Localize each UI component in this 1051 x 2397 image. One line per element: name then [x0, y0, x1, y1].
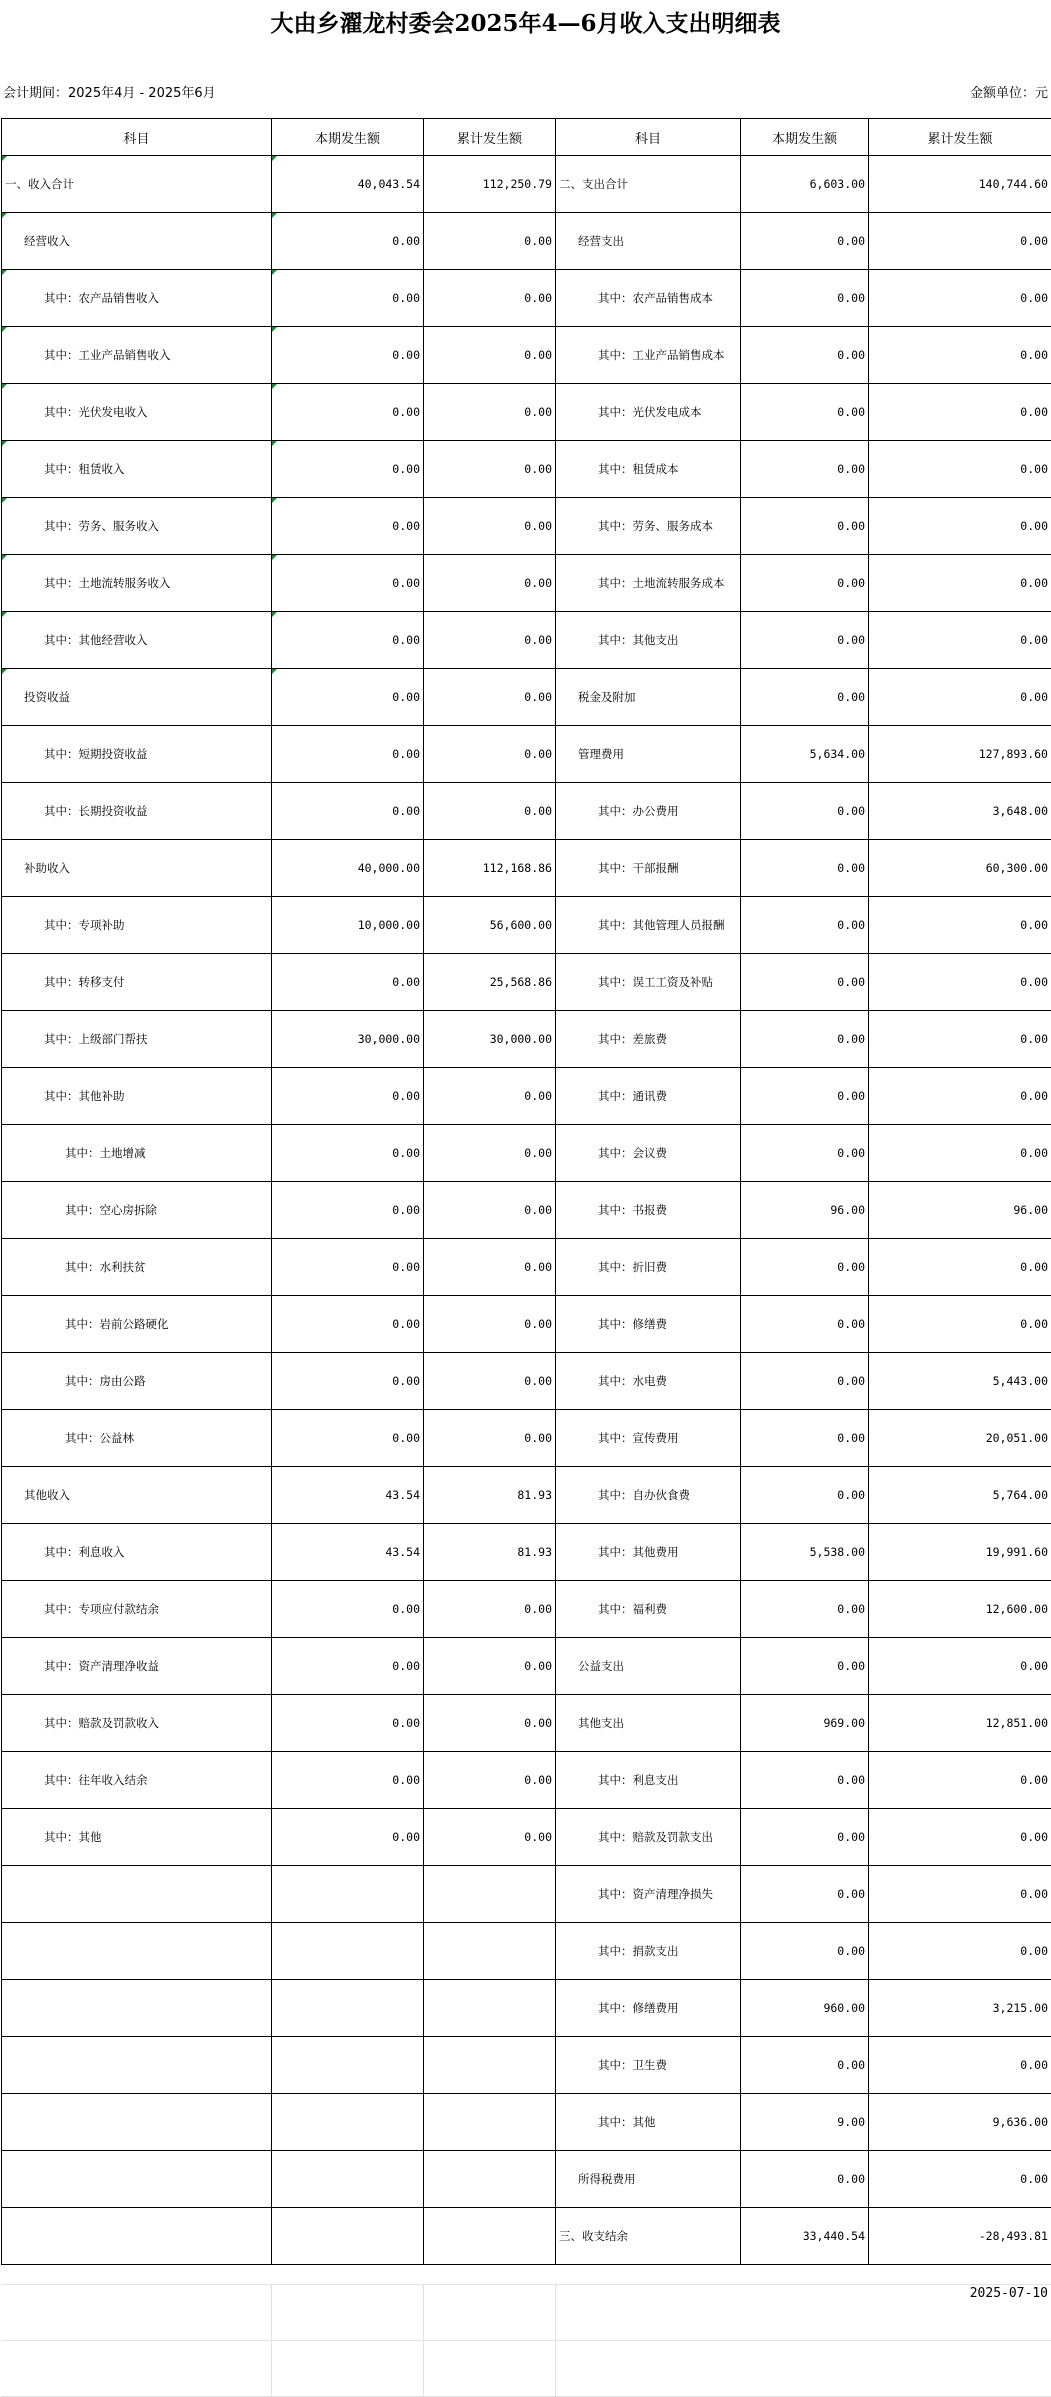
income-cumulative-cell: 0.00 [424, 1182, 556, 1239]
income-item-cell: 其中：农产品销售收入 [2, 270, 272, 327]
table-row [2, 726, 1051, 783]
income-item-cell: 其中：往年收入结余 [2, 1752, 272, 1809]
table-row [2, 1011, 1051, 1068]
expense-current-cell: 0.00 [741, 327, 869, 384]
expense-item-cell: 经营支出 [556, 213, 741, 270]
table-row [2, 1296, 1051, 1353]
expense-current-cell: 5,538.00 [741, 1524, 869, 1581]
expense-current-cell: 0.00 [741, 840, 869, 897]
income-current-cell [272, 2208, 424, 2265]
table-row [2, 1182, 1051, 1239]
income-cumulative-cell [424, 2094, 556, 2151]
table-row [2, 840, 1051, 897]
expense-cumulative-cell: 127,893.60 [869, 726, 1051, 783]
expense-item-cell: 其中：误工工资及补贴 [556, 954, 741, 1011]
income-cumulative-cell [424, 1866, 556, 1923]
income-current-cell: 0.00 [272, 1581, 424, 1638]
income-current-cell: 0.00 [272, 384, 424, 441]
income-item-cell [2, 1866, 272, 1923]
table-row [2, 1581, 1051, 1638]
header-expense-item: 科目 [556, 119, 741, 156]
table-row [2, 1752, 1051, 1809]
income-item-cell: 其中：土地增减 [2, 1125, 272, 1182]
expense-cumulative-cell: 140,744.60 [869, 156, 1051, 213]
income-cumulative-cell: 0.00 [424, 1296, 556, 1353]
income-current-cell [272, 1980, 424, 2037]
expense-current-cell: 0.00 [741, 384, 869, 441]
income-current-cell: 40,000.00 [272, 840, 424, 897]
expense-cumulative-cell: 0.00 [869, 1866, 1051, 1923]
income-current-cell: 0.00 [272, 498, 424, 555]
income-cumulative-cell [424, 2037, 556, 2094]
table-row [2, 897, 1051, 954]
table-row [2, 1638, 1051, 1695]
expense-cumulative-cell: 20,051.00 [869, 1410, 1051, 1467]
expense-item-cell: 其中：劳务、服务成本 [556, 498, 741, 555]
income-item-cell: 其中：长期投资收益 [2, 783, 272, 840]
table-row [2, 156, 1051, 213]
report-title: 大由乡濯龙村委会2025年4—6月收入支出明细表 [270, 10, 781, 37]
table-header-row [2, 119, 1051, 156]
income-item-cell: 其中：其他经营收入 [2, 612, 272, 669]
expense-cumulative-cell: 0.00 [869, 1296, 1051, 1353]
income-cumulative-cell: 0.00 [424, 270, 556, 327]
income-item-cell: 其中：光伏发电收入 [2, 384, 272, 441]
table-row [2, 2151, 1051, 2208]
expense-current-cell: 0.00 [741, 669, 869, 726]
footer-gridline [271, 2284, 272, 2397]
income-cumulative-cell: 0.00 [424, 498, 556, 555]
expense-current-cell: 0.00 [741, 1638, 869, 1695]
income-item-cell: 其中：房由公路 [2, 1353, 272, 1410]
expense-cumulative-cell: 0.00 [869, 1809, 1051, 1866]
table-row [2, 612, 1051, 669]
expense-current-cell: 0.00 [741, 1353, 869, 1410]
income-cumulative-cell: 0.00 [424, 441, 556, 498]
income-current-cell [272, 2037, 424, 2094]
table-row [2, 1923, 1051, 1980]
table-row [2, 2037, 1051, 2094]
footer-gridline [1, 2340, 1051, 2341]
income-item-cell: 其中：资产清理净收益 [2, 1638, 272, 1695]
expense-item-cell: 其中：修缮费 [556, 1296, 741, 1353]
income-item-cell [2, 1980, 272, 2037]
income-item-cell [2, 2037, 272, 2094]
expense-current-cell: 0.00 [741, 1467, 869, 1524]
expense-cumulative-cell: 3,215.00 [869, 1980, 1051, 2037]
expense-item-cell: 其他支出 [556, 1695, 741, 1752]
expense-current-cell: 0.00 [741, 1923, 869, 1980]
table-row [2, 270, 1051, 327]
expense-cumulative-cell: 0.00 [869, 213, 1051, 270]
footer-gridline [555, 2284, 556, 2397]
income-current-cell: 0.00 [272, 1638, 424, 1695]
table-row [2, 1239, 1051, 1296]
expense-current-cell: 0.00 [741, 1752, 869, 1809]
income-item-cell: 其中：转移支付 [2, 954, 272, 1011]
income-item-cell: 其中：水利扶贫 [2, 1239, 272, 1296]
expense-cumulative-cell: 5,443.00 [869, 1353, 1051, 1410]
expense-cumulative-cell: 0.00 [869, 1011, 1051, 1068]
table-row [2, 1068, 1051, 1125]
table-row [2, 783, 1051, 840]
table-row [2, 1695, 1051, 1752]
income-item-cell: 其中：专项应付款结余 [2, 1581, 272, 1638]
expense-cumulative-cell: 0.00 [869, 327, 1051, 384]
table-row [2, 1524, 1051, 1581]
expense-item-cell: 其中：光伏发电成本 [556, 384, 741, 441]
expense-item-cell: 其中：其他管理人员报酬 [556, 897, 741, 954]
expense-current-cell: 6,603.00 [741, 156, 869, 213]
income-current-cell: 0.00 [272, 213, 424, 270]
income-cumulative-cell: 0.00 [424, 783, 556, 840]
expense-cumulative-cell: 0.00 [869, 1125, 1051, 1182]
expense-current-cell: 0.00 [741, 897, 869, 954]
income-item-cell [2, 2094, 272, 2151]
expense-cumulative-cell: 3,648.00 [869, 783, 1051, 840]
expense-cumulative-cell: 96.00 [869, 1182, 1051, 1239]
income-item-cell [2, 2151, 272, 2208]
table-row [2, 441, 1051, 498]
income-cumulative-cell [424, 1980, 556, 2037]
income-item-cell: 其中：岩前公路硬化 [2, 1296, 272, 1353]
income-expense-table [1, 118, 1051, 2265]
income-cumulative-cell: 0.00 [424, 1068, 556, 1125]
income-current-cell: 0.00 [272, 612, 424, 669]
expense-item-cell: 二、支出合计 [556, 156, 741, 213]
expense-item-cell: 其中：宣传费用 [556, 1410, 741, 1467]
income-item-cell: 经营收入 [2, 213, 272, 270]
income-current-cell: 0.00 [272, 1353, 424, 1410]
expense-item-cell: 其中：其他费用 [556, 1524, 741, 1581]
expense-current-cell: 0.00 [741, 1011, 869, 1068]
expense-cumulative-cell: 12,600.00 [869, 1581, 1051, 1638]
expense-current-cell: 96.00 [741, 1182, 869, 1239]
income-item-cell: 投资收益 [2, 669, 272, 726]
table-row [2, 384, 1051, 441]
income-item-cell: 其中：公益林 [2, 1410, 272, 1467]
table-row [2, 555, 1051, 612]
table-row [2, 498, 1051, 555]
expense-item-cell: 其中：修缮费用 [556, 1980, 741, 2037]
table-body [2, 156, 1051, 2265]
income-cumulative-cell: 0.00 [424, 384, 556, 441]
expense-current-cell: 0.00 [741, 1068, 869, 1125]
income-cumulative-cell: 0.00 [424, 327, 556, 384]
income-cumulative-cell [424, 1923, 556, 1980]
expense-cumulative-cell: 0.00 [869, 1752, 1051, 1809]
expense-current-cell: 0.00 [741, 213, 869, 270]
expense-item-cell: 其中：水电费 [556, 1353, 741, 1410]
income-item-cell: 补助收入 [2, 840, 272, 897]
amount-unit: 金额单位：元 [969, 86, 1048, 101]
income-cumulative-cell: 81.93 [424, 1524, 556, 1581]
income-cumulative-cell: 112,250.79 [424, 156, 556, 213]
income-current-cell: 10,000.00 [272, 897, 424, 954]
income-current-cell: 0.00 [272, 1068, 424, 1125]
income-cumulative-cell: 30,000.00 [424, 1011, 556, 1068]
income-item-cell: 其中：短期投资收益 [2, 726, 272, 783]
expense-current-cell: 0.00 [741, 1296, 869, 1353]
expense-cumulative-cell: 0.00 [869, 669, 1051, 726]
expense-item-cell: 其中：利息支出 [556, 1752, 741, 1809]
expense-item-cell: 其中：会议费 [556, 1125, 741, 1182]
income-current-cell [272, 1923, 424, 1980]
income-current-cell: 0.00 [272, 1125, 424, 1182]
expense-cumulative-cell: 12,851.00 [869, 1695, 1051, 1752]
table-row [2, 1467, 1051, 1524]
income-current-cell: 0.00 [272, 441, 424, 498]
income-item-cell: 其中：租赁收入 [2, 441, 272, 498]
table-row [2, 327, 1051, 384]
expense-item-cell: 其中：农产品销售成本 [556, 270, 741, 327]
income-current-cell: 0.00 [272, 270, 424, 327]
header-income-cumulative: 累计发生额 [424, 119, 556, 156]
income-item-cell [2, 1923, 272, 1980]
header-income-item: 科目 [2, 119, 272, 156]
income-item-cell: 其中：其他补助 [2, 1068, 272, 1125]
expense-item-cell: 其中：卫生费 [556, 2037, 741, 2094]
expense-item-cell: 其中：自办伙食费 [556, 1467, 741, 1524]
expense-current-cell: 9.00 [741, 2094, 869, 2151]
expense-current-cell: 0.00 [741, 783, 869, 840]
table-row [2, 1866, 1051, 1923]
income-cumulative-cell: 0.00 [424, 1581, 556, 1638]
income-cumulative-cell: 56,600.00 [424, 897, 556, 954]
expense-item-cell: 公益支出 [556, 1638, 741, 1695]
expense-item-cell: 其中：租赁成本 [556, 441, 741, 498]
income-item-cell: 其中：利息收入 [2, 1524, 272, 1581]
income-item-cell: 其中：空心房拆除 [2, 1182, 272, 1239]
income-cumulative-cell: 0.00 [424, 1695, 556, 1752]
table-row [2, 1980, 1051, 2037]
income-current-cell: 0.00 [272, 726, 424, 783]
income-current-cell: 0.00 [272, 1410, 424, 1467]
table-row [2, 669, 1051, 726]
expense-item-cell: 其中：福利费 [556, 1581, 741, 1638]
expense-current-cell: 0.00 [741, 555, 869, 612]
table-row [2, 1809, 1051, 1866]
footer-gridline [1, 2284, 1051, 2285]
expense-cumulative-cell: 0.00 [869, 1239, 1051, 1296]
table-row [2, 1410, 1051, 1467]
table-row [2, 213, 1051, 270]
expense-cumulative-cell: 0.00 [869, 498, 1051, 555]
income-cumulative-cell: 0.00 [424, 1125, 556, 1182]
income-cumulative-cell [424, 2151, 556, 2208]
expense-current-cell: 5,634.00 [741, 726, 869, 783]
expense-item-cell: 三、收支结余 [556, 2208, 741, 2265]
expense-item-cell: 其中：其他支出 [556, 612, 741, 669]
income-current-cell [272, 2094, 424, 2151]
expense-cumulative-cell: 0.00 [869, 384, 1051, 441]
income-current-cell [272, 2151, 424, 2208]
income-cumulative-cell [424, 2208, 556, 2265]
income-current-cell [272, 1866, 424, 1923]
income-cumulative-cell: 0.00 [424, 669, 556, 726]
income-current-cell: 0.00 [272, 954, 424, 1011]
expense-current-cell: 0.00 [741, 1581, 869, 1638]
expense-current-cell: 0.00 [741, 2151, 869, 2208]
expense-current-cell: 0.00 [741, 1239, 869, 1296]
expense-current-cell: 0.00 [741, 1125, 869, 1182]
income-cumulative-cell: 0.00 [424, 1353, 556, 1410]
expense-current-cell: 960.00 [741, 1980, 869, 2037]
expense-cumulative-cell: 0.00 [869, 612, 1051, 669]
income-cumulative-cell: 81.93 [424, 1467, 556, 1524]
expense-item-cell: 其中：其他 [556, 2094, 741, 2151]
expense-cumulative-cell: 0.00 [869, 2151, 1051, 2208]
income-current-cell: 43.54 [272, 1467, 424, 1524]
income-item-cell: 一、收入合计 [2, 156, 272, 213]
expense-current-cell: 0.00 [741, 2037, 869, 2094]
expense-item-cell: 所得税费用 [556, 2151, 741, 2208]
expense-cumulative-cell: -28,493.81 [869, 2208, 1051, 2265]
expense-item-cell: 其中：通讯费 [556, 1068, 741, 1125]
expense-item-cell: 其中：捐款支出 [556, 1923, 741, 1980]
report-date: 2025-07-10 [969, 2286, 1048, 2301]
expense-current-cell: 0.00 [741, 612, 869, 669]
expense-current-cell: 0.00 [741, 441, 869, 498]
expense-item-cell: 其中：资产清理净损失 [556, 1866, 741, 1923]
income-cumulative-cell: 0.00 [424, 1239, 556, 1296]
income-current-cell: 0.00 [272, 669, 424, 726]
income-item-cell: 其中：劳务、服务收入 [2, 498, 272, 555]
expense-current-cell: 33,440.54 [741, 2208, 869, 2265]
expense-item-cell: 其中：办公费用 [556, 783, 741, 840]
income-current-cell: 0.00 [272, 1296, 424, 1353]
income-current-cell: 0.00 [272, 1182, 424, 1239]
income-item-cell: 其他收入 [2, 1467, 272, 1524]
income-current-cell: 0.00 [272, 327, 424, 384]
expense-item-cell: 其中：书报费 [556, 1182, 741, 1239]
income-current-cell: 0.00 [272, 1239, 424, 1296]
header-expense-current: 本期发生额 [741, 119, 869, 156]
expense-item-cell: 其中：赔款及罚款支出 [556, 1809, 741, 1866]
income-item-cell: 其中：上级部门帮扶 [2, 1011, 272, 1068]
table-row [2, 2094, 1051, 2151]
expense-current-cell: 969.00 [741, 1695, 869, 1752]
income-cumulative-cell: 25,568.86 [424, 954, 556, 1011]
income-item-cell: 其中：赔款及罚款收入 [2, 1695, 272, 1752]
table-row [2, 1353, 1051, 1410]
expense-cumulative-cell: 0.00 [869, 1068, 1051, 1125]
income-item-cell: 其中：工业产品销售收入 [2, 327, 272, 384]
income-cumulative-cell: 0.00 [424, 555, 556, 612]
expense-item-cell: 税金及附加 [556, 669, 741, 726]
expense-cumulative-cell: 0.00 [869, 954, 1051, 1011]
income-item-cell: 其中：土地流转服务收入 [2, 555, 272, 612]
expense-cumulative-cell: 0.00 [869, 897, 1051, 954]
expense-cumulative-cell: 0.00 [869, 1638, 1051, 1695]
expense-cumulative-cell: 0.00 [869, 270, 1051, 327]
income-cumulative-cell: 0.00 [424, 1752, 556, 1809]
expense-current-cell: 0.00 [741, 498, 869, 555]
income-cumulative-cell: 112,168.86 [424, 840, 556, 897]
income-item-cell: 其中：专项补助 [2, 897, 272, 954]
expense-item-cell: 其中：干部报酬 [556, 840, 741, 897]
income-current-cell: 0.00 [272, 1695, 424, 1752]
income-cumulative-cell: 0.00 [424, 213, 556, 270]
expense-cumulative-cell: 60,300.00 [869, 840, 1051, 897]
header-income-current: 本期发生额 [272, 119, 424, 156]
expense-item-cell: 其中：差旅费 [556, 1011, 741, 1068]
table-row [2, 954, 1051, 1011]
expense-current-cell: 0.00 [741, 270, 869, 327]
income-current-cell: 0.00 [272, 1752, 424, 1809]
expense-cumulative-cell: 0.00 [869, 441, 1051, 498]
expense-current-cell: 0.00 [741, 1866, 869, 1923]
expense-item-cell: 管理费用 [556, 726, 741, 783]
income-current-cell: 40,043.54 [272, 156, 424, 213]
expense-cumulative-cell: 9,636.00 [869, 2094, 1051, 2151]
income-cumulative-cell: 0.00 [424, 726, 556, 783]
income-current-cell: 30,000.00 [272, 1011, 424, 1068]
income-item-cell [2, 2208, 272, 2265]
income-cumulative-cell: 0.00 [424, 1809, 556, 1866]
income-cumulative-cell: 0.00 [424, 1638, 556, 1695]
expense-cumulative-cell: 0.00 [869, 1923, 1051, 1980]
expense-current-cell: 0.00 [741, 1809, 869, 1866]
footer-gridline [423, 2284, 424, 2397]
expense-cumulative-cell: 19,991.60 [869, 1524, 1051, 1581]
expense-current-cell: 0.00 [741, 1410, 869, 1467]
expense-cumulative-cell: 0.00 [869, 555, 1051, 612]
expense-cumulative-cell: 5,764.00 [869, 1467, 1051, 1524]
expense-item-cell: 其中：土地流转服务成本 [556, 555, 741, 612]
income-cumulative-cell: 0.00 [424, 1410, 556, 1467]
expense-item-cell: 其中：折旧费 [556, 1239, 741, 1296]
expense-item-cell: 其中：工业产品销售成本 [556, 327, 741, 384]
expense-cumulative-cell: 0.00 [869, 2037, 1051, 2094]
income-cumulative-cell: 0.00 [424, 612, 556, 669]
income-item-cell: 其中：其他 [2, 1809, 272, 1866]
income-current-cell: 0.00 [272, 555, 424, 612]
expense-current-cell: 0.00 [741, 954, 869, 1011]
table-row [2, 2208, 1051, 2265]
income-current-cell: 0.00 [272, 1809, 424, 1866]
income-current-cell: 0.00 [272, 783, 424, 840]
table-row [2, 1125, 1051, 1182]
income-current-cell: 43.54 [272, 1524, 424, 1581]
accounting-period: 会计期间：2025年4月 - 2025年6月 [3, 86, 216, 101]
header-expense-cumulative: 累计发生额 [869, 119, 1051, 156]
